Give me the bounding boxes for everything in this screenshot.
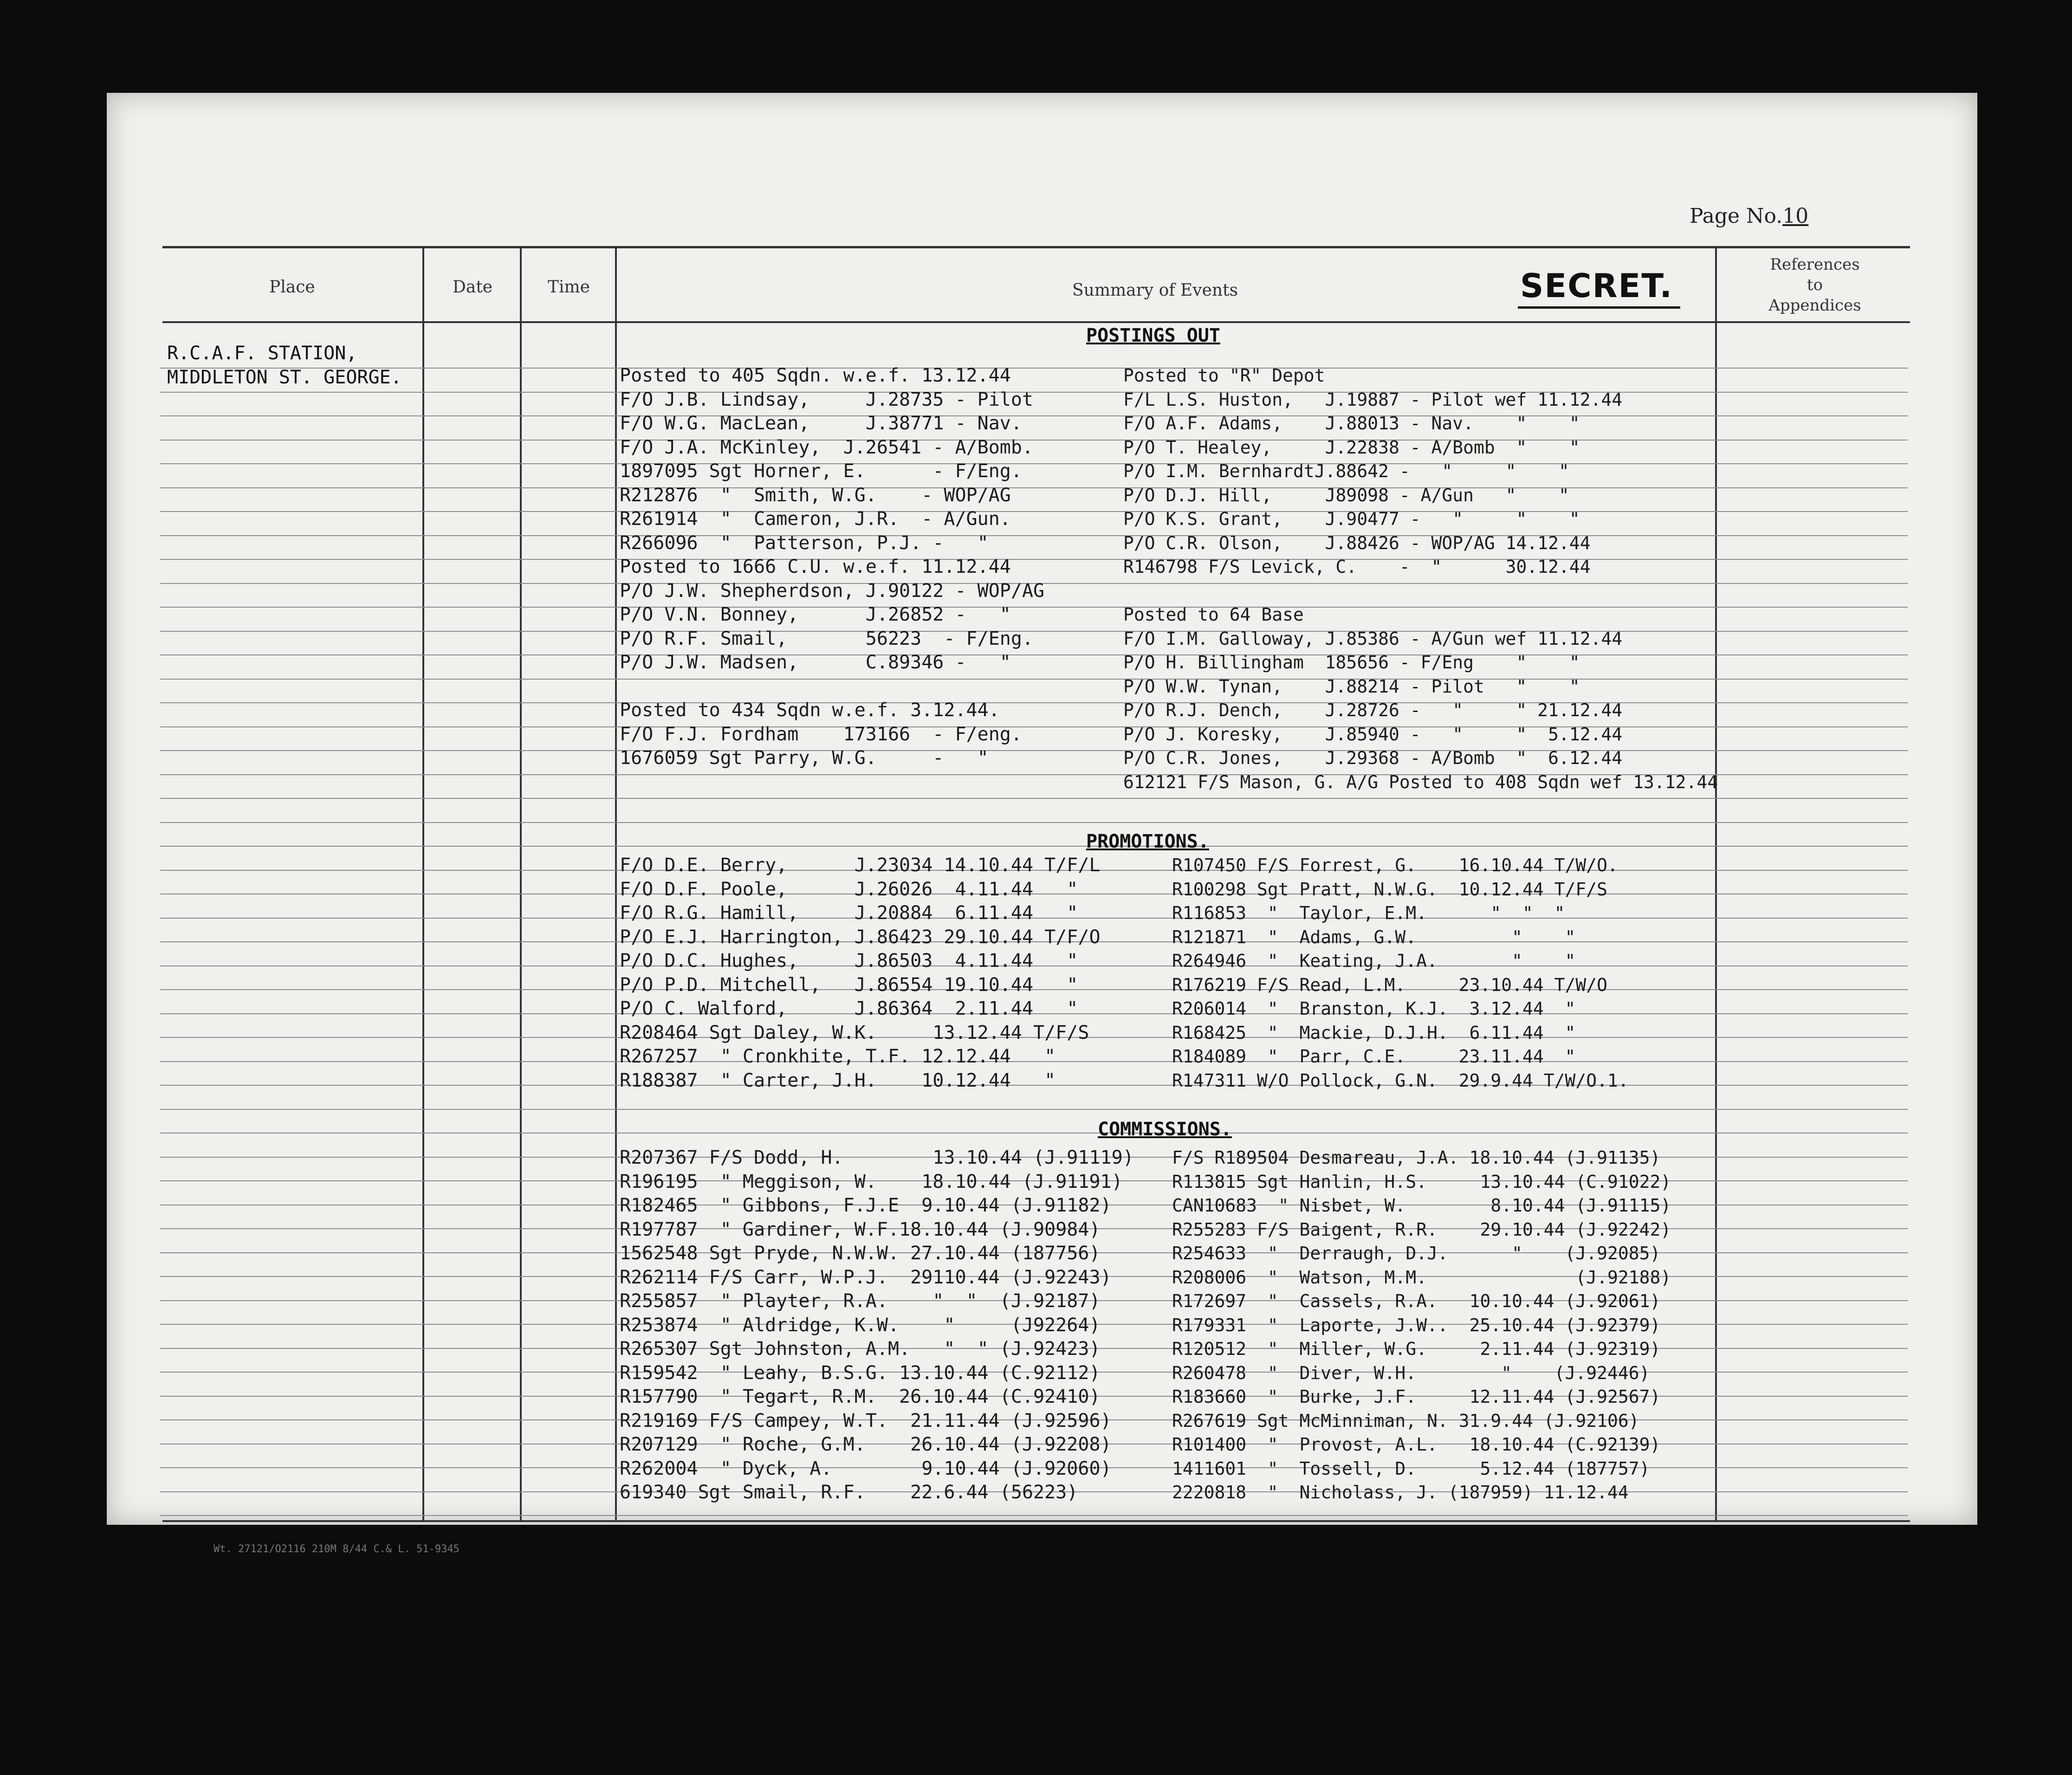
entry-line: F/O D.F. Poole, J.26026 4.11.44 "	[620, 879, 1078, 900]
ruled-line	[160, 726, 1908, 727]
entry-line: R267257 " Cronkhite, T.F. 12.12.44 "	[620, 1046, 1056, 1067]
heading-promotions: PROMOTIONS.	[1086, 831, 1209, 852]
ruled-line	[160, 654, 1908, 655]
ruled-line	[160, 702, 1908, 703]
entry-line: P/O W.W. Tynan, J.88214 - Pilot " "	[1123, 676, 1580, 697]
heading-commissions: COMMISSIONS.	[1098, 1119, 1232, 1140]
entry-line: R262004 " Dyck, A. 9.10.44 (J.92060)	[620, 1458, 1112, 1479]
entry-line: F/O R.G. Hamill, J.20884 6.11.44 "	[620, 902, 1078, 924]
entry-line: R120512 " Miller, W.G. 2.11.44 (J.92319)	[1172, 1339, 1661, 1359]
entry-line: P/O K.S. Grant, J.90477 - " " "	[1123, 509, 1580, 529]
entry-line: R207367 F/S Dodd, H. 13.10.44 (J.91119)	[620, 1147, 1134, 1168]
entry-line: R147311 W/O Pollock, G.N. 29.9.44 T/W/O.1.	[1172, 1070, 1629, 1091]
heading-postings-out: POSTINGS OUT	[1086, 325, 1220, 346]
entry-line: R159542 " Leahy, B.S.G. 13.10.44 (C.92112)	[620, 1362, 1101, 1384]
entry-line: R253874 " Aldridge, K.W. " (J92264)	[620, 1315, 1101, 1336]
ruled-line	[160, 846, 1908, 847]
ruled-line	[160, 750, 1908, 751]
punch-hole	[237, 1581, 288, 1641]
entry-line: R261914 " Cameron, J.R. - A/Gun.	[620, 508, 1011, 530]
entry-line: Posted to 434 Sqdn w.e.f. 3.12.44.	[620, 700, 1000, 721]
entry-line: R157790 " Tegart, R.M. 26.10.44 (C.92410)	[620, 1386, 1101, 1407]
header-time: Time	[548, 278, 590, 297]
entry-line: Posted to 405 Sqdn. w.e.f. 13.12.44	[620, 365, 1011, 386]
entry-line: R116853 " Taylor, E.M. " " "	[1172, 903, 1565, 923]
entry-line: R196195 " Meggison, W. 18.10.44 (J.91191)	[620, 1171, 1123, 1192]
entry-line: P/O C.R. Jones, J.29368 - A/Bomb " 6.12.44	[1123, 748, 1623, 768]
entry-line: F/O D.E. Berry, J.23034 14.10.44 T/F/L	[620, 855, 1101, 876]
page-number-label: Page No.	[1690, 204, 1783, 228]
entry-line: R254633 " Derraugh, D.J. " (J.92085)	[1172, 1243, 1661, 1263]
entry-line: R212876 " Smith, W.G. - WOP/AG	[620, 485, 1011, 506]
entry-line: R266096 " Patterson, P.J. - "	[620, 532, 989, 554]
entry-line: R182465 " Gibbons, F.J.E 9.10.44 (J.91182)	[620, 1195, 1112, 1216]
entry-line: R260478 " Diver, W.H. " (J.92446)	[1172, 1363, 1650, 1383]
header-place: Place	[269, 278, 315, 297]
entry-line: R172697 " Cassels, R.A. 10.10.44 (J.92061)	[1172, 1291, 1661, 1311]
entry-line: P/O P.D. Mitchell, J.86554 19.10.44 "	[620, 974, 1078, 996]
entry-line: 1897095 Sgt Horner, E. - F/Eng.	[620, 460, 1022, 482]
entry-line: F/S R189504 Desmareau, J.A. 18.10.44 (J.91135)	[1172, 1147, 1661, 1168]
ruled-line	[160, 511, 1908, 512]
entry-line: R113815 Sgt Hanlin, H.S. 13.10.44 (C.91022)	[1172, 1172, 1671, 1192]
ruled-line	[160, 1109, 1908, 1110]
ruled-line	[160, 487, 1908, 488]
entry-line: F/O A.F. Adams, J.88013 - Nav. " "	[1123, 413, 1580, 434]
entry-line: R146798 F/S Levick, C. - " 30.12.44	[1123, 557, 1591, 577]
col-divider-summary	[1715, 246, 1717, 1522]
entry-line: P/O V.N. Bonney, J.26852 - "	[620, 604, 1011, 625]
col-divider-place	[422, 246, 424, 1522]
entry-line: Posted to "R" Depot	[1123, 365, 1325, 386]
entry-line: P/O H. Billingham 185656 - F/Eng " "	[1123, 652, 1580, 673]
entry-line: R267619 Sgt McMinniman, N. 31.9.44 (J.92106)	[1172, 1411, 1639, 1431]
col-divider-time	[615, 246, 617, 1522]
entry-line: F/O J.A. McKinley, J.26541 - A/Bomb.	[620, 437, 1034, 458]
entry-line: R184089 " Parr, C.E. 23.11.44 "	[1172, 1046, 1576, 1067]
page-number-value: 10	[1782, 204, 1809, 228]
header-date: Date	[453, 278, 493, 297]
entry-line: F/O F.J. Fordham 173166 - F/eng.	[620, 724, 1022, 745]
table-top-rule	[162, 246, 1910, 248]
entry-line: 2220818 " Nicholass, J. (187959) 11.12.44	[1172, 1482, 1629, 1503]
punch-stem	[259, 1634, 265, 1704]
table-bottom-rule	[162, 1520, 1910, 1522]
entry-line: R100298 Sgt Pratt, N.W.G. 10.12.44 T/F/S	[1172, 879, 1607, 900]
ruled-line	[160, 822, 1908, 823]
entry-line: R107450 F/S Forrest, G. 16.10.44 T/W/O.	[1172, 855, 1618, 875]
entry-line: P/O J.W. Madsen, C.89346 - "	[620, 652, 1011, 673]
entry-line: F/L L.S. Huston, J.19887 - Pilot wef 11.12.44	[1123, 389, 1623, 410]
punch-hole	[803, 1597, 845, 1648]
entry-line: P/O C. Walford, J.86364 2.11.44 "	[620, 998, 1078, 1019]
entry-line: P/O J. Koresky, J.85940 - " " 5.12.44	[1123, 724, 1623, 745]
entry-line: F/O I.M. Galloway, J.85386 - A/Gun wef 11.12.44	[1123, 628, 1623, 649]
entry-line: R168425 " Mackie, D.J.H. 6.11.44 "	[1172, 1023, 1576, 1043]
ruled-line	[160, 607, 1908, 608]
entry-line: P/O R.J. Dench, J.28726 - " " 21.12.44	[1123, 700, 1623, 720]
entry-line: R255857 " Playter, R.A. " " (J.92187)	[620, 1290, 1101, 1312]
header-summary: Summary of Events	[1072, 281, 1238, 300]
ruled-line	[160, 368, 1908, 369]
entry-line: P/O I.M. BernhardtJ.88642 - " " "	[1123, 461, 1569, 481]
form-imprint: Wt. 27121/O2116 210M 8/44 C.& L. 51-9345	[214, 1543, 460, 1555]
entry-line: R262114 F/S Carr, W.P.J. 29110.44 (J.92243)	[620, 1267, 1112, 1288]
entry-line: 1411601 " Tossell, D. 5.12.44 (187757)	[1172, 1458, 1650, 1479]
entry-line: R197787 " Gardiner, W.F.18.10.44 (J.90984)	[620, 1219, 1101, 1240]
entry-line: 612121 F/S Mason, G. A/G Posted to 408 Sqdn wef 13.12.44	[1123, 772, 1718, 792]
place-line-1: R.C.A.F. STATION,	[167, 343, 357, 364]
entry-line: R208464 Sgt Daley, W.K. 13.12.44 T/F/S	[620, 1022, 1089, 1043]
secret-underline	[1518, 306, 1680, 309]
ruled-line	[160, 1515, 1908, 1516]
entry-line: P/O E.J. Harrington, J.86423 29.10.44 T/F/O	[620, 926, 1101, 948]
ruled-line	[160, 679, 1908, 680]
punch-stem	[1775, 1634, 1781, 1704]
entry-line: 1562548 Sgt Pryde, N.W.W. 27.10.44 (187756)	[620, 1243, 1101, 1264]
entry-line: R207129 " Roche, G.M. 26.10.44 (J.92208)	[620, 1434, 1112, 1455]
entry-line: P/O J.W. Shepherdson, J.90122 - WOP/AG	[620, 580, 1045, 602]
entry-line: P/O C.R. Olson, J.88426 - WOP/AG 14.12.44	[1123, 533, 1591, 553]
ruled-line	[160, 631, 1908, 632]
entry-line: Posted to 64 Base	[1123, 604, 1304, 625]
entry-line: Posted to 1666 C.U. w.e.f. 11.12.44	[620, 556, 1011, 577]
header-references: References to Appendices	[1768, 255, 1861, 315]
secret-stamp: SECRET.	[1520, 267, 1673, 305]
ruled-line	[160, 559, 1908, 560]
entry-line: R176219 F/S Read, L.M. 23.10.44 T/W/O	[1172, 975, 1607, 995]
ruled-line	[160, 798, 1908, 799]
header-bottom-rule	[162, 321, 1910, 323]
entry-line: P/O R.F. Smail, 56223 - F/Eng.	[620, 628, 1034, 649]
entry-line: F/O W.G. MacLean, J.38771 - Nav.	[620, 413, 1022, 434]
entry-line: P/O T. Healey, J.22838 - A/Bomb " "	[1123, 437, 1580, 458]
entry-line: P/O D.C. Hughes, J.86503 4.11.44 "	[620, 950, 1078, 972]
entry-line: 1676059 Sgt Parry, W.G. - "	[620, 747, 989, 769]
ruled-line	[160, 392, 1908, 393]
entry-line: F/O J.B. Lindsay, J.28735 - Pilot	[620, 389, 1034, 410]
entry-line: 619340 Sgt Smail, R.F. 22.6.44 (56223)	[620, 1482, 1078, 1503]
entry-line: R219169 F/S Campey, W.T. 21.11.44 (J.92596)	[620, 1410, 1112, 1432]
entry-line: R101400 " Provost, A.L. 18.10.44 (C.92139)	[1172, 1434, 1661, 1455]
entry-line: P/O D.J. Hill, J89098 - A/Gun " "	[1123, 485, 1569, 505]
entry-line: R208006 " Watson, M.M. (J.92188)	[1172, 1267, 1671, 1288]
entry-line: R265307 Sgt Johnston, A.M. " " (J.92423)	[620, 1338, 1101, 1360]
ruled-line	[160, 463, 1908, 464]
punch-hole	[1752, 1581, 1803, 1641]
entry-line: R206014 " Branston, K.J. 3.12.44 "	[1172, 998, 1576, 1019]
ruled-line	[160, 1133, 1908, 1134]
entry-line: R121871 " Adams, G.W. " "	[1172, 927, 1576, 947]
page-number	[1690, 204, 1808, 228]
entry-line: R183660 " Burke, J.F. 12.11.44 (J.92567)	[1172, 1386, 1661, 1407]
entry-line: CAN10683 " Nisbet, W. 8.10.44 (J.91115)	[1172, 1195, 1671, 1216]
entry-line: R179331 " Laporte, J.W.. 25.10.44 (J.92379)	[1172, 1315, 1661, 1335]
ruled-line	[160, 535, 1908, 536]
col-divider-date	[520, 246, 522, 1522]
ruled-line	[160, 440, 1908, 441]
ruled-line	[160, 415, 1908, 416]
entry-line: R255283 F/S Baigent, R.R. 29.10.44 (J.92242)	[1172, 1219, 1671, 1240]
place-line-2: MIDDLETON ST. GEORGE.	[167, 367, 402, 388]
entry-line: R188387 " Carter, J.H. 10.12.44 "	[620, 1070, 1056, 1091]
entry-line: R264946 " Keating, J.A. " "	[1172, 951, 1576, 971]
punch-hole	[1216, 1597, 1258, 1648]
